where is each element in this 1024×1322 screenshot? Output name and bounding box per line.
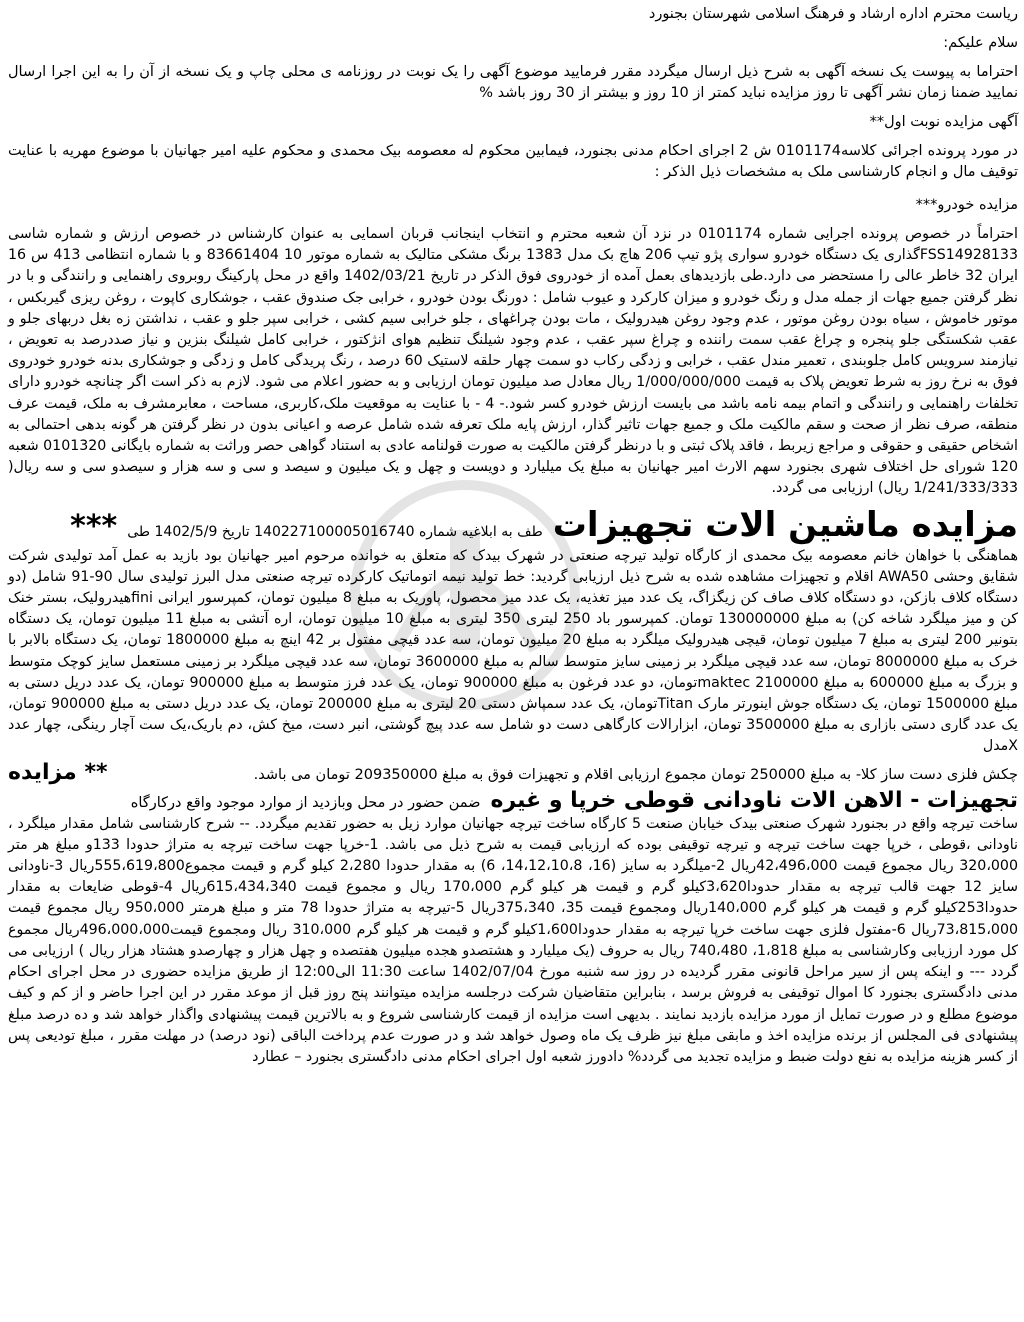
scrap-appraisal-paragraph: ساخت تیرچه واقع در بجنورد شهرک صنعتی بیدک خیابان صنعت 5 کارگاه ساخت تیرچه جهانیان موارد زیل به حضور تقدیم میگردد. -- شرح کارشناسی شامل مقدار میلگرد ، ناودانی ،قوطی ، خرپا جهت ساخت تیرچه و تیرچه توقیفی بوده که ارزیابی قیمت به شرح ذیل می باشد. 1-خرپا جهت ساخت تیرچه به متراژ حدودا 133و مبلغ هر متر 320،000 ریال مجموع قیمت 42،496،000ریال 2-میلگرد به سایز (16، 14،12،10،8، 6) به مقدار حدودا 2،280 کیلو گرم و قیمت مجموع555،619،800ریال 3-ناودانی سایز 12 جهت قالب تیرچه به مقدار حدودا3،620کیلو گرم و قیمت هر کیلو گرم 170،000 ریال و مجموع قیمت 615،434،340ریال 4-قوطی ضایعات به مقدار حدودا253کیلو گرم و قیمت هر کیلو گرم 140،000ریال ومجموع قیمت 35، 375،340ریال 5-تیرچه به متراژ حدودا 78 متر و مبلغ هرمتر 950،000 ریال مجموع قیمت 73،815،000ریال 6-مفتول فلزی جهت ساخت خرپا تیرچه به مقدار حدودا1،600کیلو گرم و قیمت هر کیلو گرم 310،000 ریال ومجموع قیمت496،000،000ریال مجموع کل مورد ارزیابی وکارشناسی به مبلغ 1،818، 740،480 ریال به حروف (یک میلیارد و هشتصدو هجده میلیون هفتصده و چهل هزار و چهارصدو هشتاد هزار ریال ) ارزیابی می گردد --- و اینکه پس از سیر مراحل قانونی مقرر گردیده در روز سه شنبه مورخ 1402/07/04 ساعت 11:30 الی12:00 از طریق مزایده حضوری در محل اجرای احکام مدنی دادگستری بجنورد کا اموال توقیفی به فروش برسد ، بنابراین متقاضیان شرکت درجلسه مزایده میتوانند پنج روز قبل از موعد مقرر در این اجرا حاضر و از کم و کیف موضوع مطلع و در صورت تمایل از مورد مزایده بازدید نمایند . بدیهی است مزایده از قیمت کارشناسی شروع و به بالاترین قیمت پیشنهادی واگذار خواهد شد و ده درصد مبلغ پیشنهادی فی المجلس از برنده مزایده اخذ و مابقی مبلغ نیز ظرف یک ماه وصول خواهد شد و در صورت عدم پرداخت الباقی (نود درصد) در مهلت مقرر ، مبلغ تودیعی پس از کسر هزینه مزایده به نفع دولت ضبط و مزایده تجدید می گردد% دادورز شعبه اول اجرای احکام مدنی دادگستری بجنورد – عطارد: [8, 815, 1019, 1065]
machinery-title-row: [8, 506, 1018, 544]
notice-label: آگهی مزایده نوبت اول**: [869, 114, 1018, 130]
next-auction-label: ** مزایده: [8, 759, 108, 785]
request-paragraph: احتراما به پیوست یک نسخه آگهی به شرح ذیل ارسال میگردد مقرر فرمایید موضوع آگهی را یک نوبت در روزنامه ی محلی چاپ و یک نسخه از آن را به این اجرا ارسال نمایید ضمنا زمان نشر آگهی تا روز مزایده نباید کمتر از 10 روز و بیشتر از 30 روز باشد %: [8, 64, 1018, 101]
scrap-title-suffix: ضمن حضور در محل وبازدید از موارد موجود واقع درکارگاه: [130, 794, 481, 811]
greeting-line: سلام علیکم:: [943, 35, 1018, 51]
scrap-title-row: [8, 788, 1018, 814]
machinery-auction-title: مزایده ماشین الات تجهیزات: [552, 504, 1018, 545]
scrap-auction-title: تجهیزات - الاهن الات ناودانی قوطی خرپا و غیره: [490, 787, 1018, 813]
recipient-line: ریاست محترم اداره ارشاد و فرهنگ اسلامی شهرستان بجنورد: [648, 6, 1018, 22]
machinery-appraisal-paragraph: هماهنگی با خواهان خانم معصومه بیک محمدی از کارگاه تولید تیرچه صنعتی در شهرک بیدک که متعلق به خوانده مرحوم امیر جهانیان بود بازید به عمل آمد تولیدی شرکت شقایق وحشی AWA50 اقلام و تجهیزات مشاهده شده به شرح ذیل ارزیابی گردید: خط تولید نیمه اتوماتیک کارکرده تیرچه صنعتی مدل البرز تولیدی سال 90-91 شامل (دو دستگاه کلاف بازکن، دو دستگاه کلاف صاف کن زیگزاگ، یک عدد میز تغذیه، یک عدد میز محصول، پاوریک به مبلغ 8 میلیون تومان، کمپرسور ایرانی finiهیدرولیک، بستر خنک کن و میز میلگرد شاخه کن) به مبلغ 130000000 تومان. کمپرسور باد 250 لیتری 350 لیتری به مبلغ 10 میلیون تومان، اره آتشی به مبلغ 11 میلیون تومان، یک دستگاه بتونیر 200 لیتری به مبلغ 7 میلیون تومان، قیچی هیدرولیک میلگرد به مبلغ 20 میلیون تومان، سه عدد قیچی مفتول بر 42 اینچ به مبلغ 1800000 تومان، یک دستگاه بالابر با خرک به مبلغ 8000000 تومان، سه عدد قیچی میلگرد بر زمینی سایز متوسط سالم به مبلغ 3600000 تومان، سه عدد قیچی میلگرد بر زمینی مستعمل سایز کوچک متوسط و بزرگ به مبلغ 600000 به مبلغ 2100000 maktecتومان، دو عدد فرغون به مبلغ 900000 تومان، یک عدد فرز متوسط به مبلغ 900000 تومان، یک عدد دریل دستی به مبلغ 1500000 تومان، یک دستگاه جوش اینورتر مارک Titanتومان، یک عدد سمپاش دستی 20 لیتری به مبلغ 200000 تومان، یک عدد دریل دستی به مبلغ 900000 تومان، یک عدد گاری دستی بازاری به مبلغ 3500000 تومان، ابزارالات کارگاهی دست دو شامل سه عدد پیچ گوشتی، انبر دست، میخ کش، دم باریک،یک ست آچار رینگی، چهار عدد Xمدل: [8, 547, 1019, 755]
case-intro-paragraph: در مورد پرونده اجرائی کلاسه0101174 ش 2 اجرای احکام مدنی بجنورد، فیمابین محکوم له معصومه بیک محمدی و محکوم علیه امیر جهانیان با موضوع مهریه با عنایت توقیف مال و انجام کارشناسی ملک به مشخصات ذیل الذکر :: [8, 143, 1019, 180]
machinery-closing-row: [8, 760, 1018, 786]
machinery-closing-text: چکش فلزی دست ساز کلا- به مبلغ 250000 تومان مجموع ارزیابی اقلام و تجهیزات فوق به مبلغ 209350000 تومان می باشد.: [253, 766, 1018, 783]
machinery-title-stars: ***: [70, 508, 118, 544]
vehicle-auction-label: مزایده خودرو***: [915, 197, 1018, 213]
vehicle-appraisal-paragraph: احتراماً در خصوص پرونده اجرایی شماره 0101174 در نزد آن شعبه محترم و انتخاب اینجانب قربان اسمایی به عنوان کارشناس در خصوص ارزش و شماره شاسی FSS14928133گذاری یک دستگاه خودرو سواری پژو تیپ 206 هاچ بک مدل 1383 برنگ مشکی متالیک به شماره موتور 10 83661404 و با شماره انتظامی 413 س 16 ایران 32 خاطر عالی را مستحضر می دارد.طی بازدیدهای بعمل آمده از خودروی فوق الذکر در تاریخ 1402/03/21 واقع در محل پارکینگ روبروی راهنمایی و رانندگی و با در نظر گرفتن جمیع جهات از جمله مدل و رنگ خودرو و میزان کارکرد و عیوب شامل : دورنگ بودن خودرو ، خرابی جک صندوق عقب ، جوشکاری کاپوت ، روغن ریزی گیربکس ، موتور خاموش ، سیاه بودن روغن موتور ، عدم وجود روغن هیدرولیک ، مات بودن چراغهای ، جلو خرابی سیم کشی ، خرابی سپر جلو و عقب ، نداشتن زه بغل دربهای جلو و عقب شکستگی جلو پنجره و چراغ عقب سمت راننده و چراغ سپر عقب ، عدم وجود شیلنگ تنظیم هوای انژکتور ، خرابی کامل شیلنگ بنزین و نیاز صددرصد به تعویض ، نیازمند سرویس کامل جلوبندی ، تعمیر مندل عقب ، خرابی و زدگی رکاب دو سمت چهار حلقه لاستیک 60 درصد ، رنگ پریدگی کامل و زدگی و جوشکاری بدنه خودرو خودروی فوق به نرخ روز به شرط تعویض پلاک به قیمت 1/000/000/000 ریال معادل صد میلیون تومان ارزیابی و به حضور اعلام می شود. لازم به ذکر است اگر چنانچه خودرو دارای تخلفات راهنمایی و رانندگی و اتمام بیمه نامه باشد می بایست ارزش خودرو کسر شود.- 4 - با عنایت به موقعیت ملک،کاربری، مساحت ، معابرمشرف به ملک، قیمت عرف منطقه، صرف نظر از صحت و سقم مالکیت ملک و جمیع جهات تاثیر گذار، ارزش پایه ملک تعرفه شده شامل عرصه و اعیانی بدون در نظر گرفتن هر گونه بدهی احتمالی به اشخاص حقیقی و حقوقی و مراجع زیربط ، فاقد پلاک ثبتی و با درنظر گرفتن مالکیت به صورت قولنامه عادی به استناد گواهی حصر وراثت به شماره بایگانی 0101320 شعبه 120 شورای حل اختلاف شهری بجنورد سهم الارث امیر جهانیان به مبلغ یک میلیارد و دویست و چهل و یک میلیون و سیصد و سی و سه هزار و سیصدو سی و سه ریال( 1/241/333/333 ریال) ارزیابی می گردد.: [8, 226, 1018, 497]
machinery-title-suffix: طف به ابلاغیه شماره 140227100005016740 تاریخ 1402/5/9 طی: [127, 523, 543, 540]
